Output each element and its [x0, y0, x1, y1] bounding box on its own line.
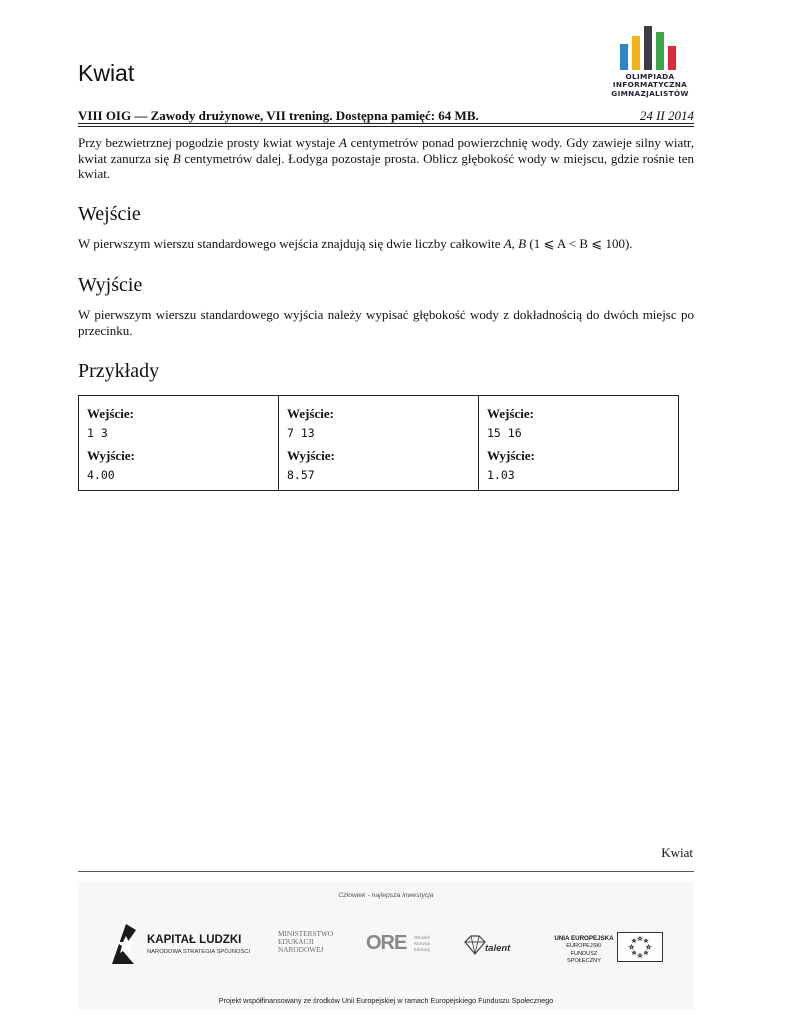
statement-paragraph [78, 135, 694, 182]
examples-heading: Przykłady [78, 360, 160, 382]
footer-rule [78, 871, 694, 872]
ore-title: ORE [366, 932, 407, 954]
example-input-value: 7 13 [287, 426, 315, 440]
example-input-value: 15 16 [487, 426, 522, 440]
logo-line-3: GIMNAZJALISTÓW [611, 88, 689, 98]
sponsor-note: Projekt współfinansowany ze środków Unii Europejskiej w ramach Europejskiego Funduszu Społecznego [218, 996, 554, 1005]
talent-diamond-icon [463, 934, 487, 956]
input-heading: Wejście [78, 203, 141, 225]
ministry-line-2: EDUKACJI [278, 937, 314, 946]
example-output-label: Wyjście: [487, 448, 535, 463]
logo-bars-graphic [620, 24, 680, 70]
statement-text-2: centymetrów ponad powierzchnię wody. Gdy zawieje silny wiatr, kwiat zanurza się [78, 135, 694, 166]
example-input-value: 1 3 [87, 426, 108, 440]
oig-logo [604, 24, 696, 104]
talent-title: talent [485, 943, 511, 954]
eu-line-1: EUROPEJSKI [566, 943, 602, 950]
kapital-ludzki-logo [104, 920, 274, 968]
input-constraint: (1 ⩽ A < B ⩽ 100). [526, 236, 633, 251]
example-output-label: Wyjście: [287, 448, 335, 463]
eu-flag-icon [617, 932, 663, 962]
contest-date: 24 II 2014 [639, 108, 694, 123]
footer-problem-name: Kwiat [661, 845, 693, 860]
kapital-ludzki-emblem-icon [106, 920, 142, 966]
header-rule [78, 126, 694, 127]
example-output-value: 1.03 [487, 468, 515, 482]
eu-logo [554, 934, 664, 964]
ore-logo [366, 932, 436, 956]
example-output-label: Wyjście: [87, 448, 135, 463]
ore-small-2: Rozwoju [414, 941, 431, 946]
statement-var-a: A [338, 135, 347, 150]
example-output-value: 8.57 [287, 468, 315, 482]
statement-text-3: centymetrów dalej. Łodyga pozostaje prosta. Oblicz głębokość wody w miejscu, gdzie rośnie ten kwiat. [78, 150, 695, 182]
ore-small-1: Ośrodek [414, 935, 430, 940]
example-input-label: Wejście: [87, 406, 134, 421]
input-description [78, 236, 694, 252]
logo-bar-2 [632, 36, 640, 70]
talent-logo [463, 932, 533, 958]
ministry-line-3: NARODOWEJ [278, 945, 324, 954]
logo-line-2: INFORMATYCZNA [612, 80, 688, 90]
ore-small-3: Edukacji [414, 947, 430, 952]
example-cell [79, 396, 279, 490]
example-cell [279, 396, 479, 490]
statement-text-1: Przy bezwietrznej pogodzie prosty kwiat wystaje [78, 135, 339, 150]
sponsor-band [78, 882, 694, 1010]
example-input-label: Wejście: [487, 406, 534, 421]
logo-text [604, 73, 696, 98]
example-cell [479, 396, 678, 490]
kapital-ludzki-subtitle: NARODOWA STRATEGIA SPÓJNOŚCI [147, 949, 251, 955]
ministry-line-1: MINISTERSTWO [278, 929, 334, 938]
logo-bar-1 [620, 44, 628, 70]
problem-title: Kwiat [78, 60, 135, 86]
eu-line-2: FUNDUSZ SPOŁECZNY [567, 950, 601, 965]
sponsor-tagline: Człowiek - najlepsza inwestycja [338, 892, 434, 899]
ore-subtitle [414, 935, 430, 953]
output-heading: Wyjście [78, 274, 143, 296]
example-output-value: 4.00 [87, 468, 115, 482]
eu-title: UNIA EUROPEJSKA [554, 935, 614, 942]
ministry-logo [278, 930, 333, 954]
statement-var-b: B [172, 150, 181, 166]
kapital-ludzki-title: KAPITAŁ LUDZKI [147, 934, 242, 946]
contest-info-bar [78, 108, 694, 124]
eu-text [554, 935, 614, 966]
logo-line-1: OLIMPIADA [625, 72, 675, 81]
example-input-label: Wejście: [287, 406, 334, 421]
input-text: W pierwszym wierszu standardowego wejścia znajdują się dwie liczby całkowite [78, 236, 504, 251]
examples-table [78, 395, 679, 491]
contest-info: VIII OIG — Zawody drużynowe, VII trening. Dostępna pamięć: 64 MB. [78, 108, 479, 123]
logo-bar-3 [644, 26, 652, 70]
logo-bar-4 [656, 32, 664, 70]
output-description: W pierwszym wierszu standardowego wyjścia należy wypisać głębokość wody z dokładnością do dwóch miejsc po przecinku. [78, 307, 694, 338]
logo-bar-5 [668, 46, 676, 70]
input-vars: A, B [503, 236, 527, 251]
